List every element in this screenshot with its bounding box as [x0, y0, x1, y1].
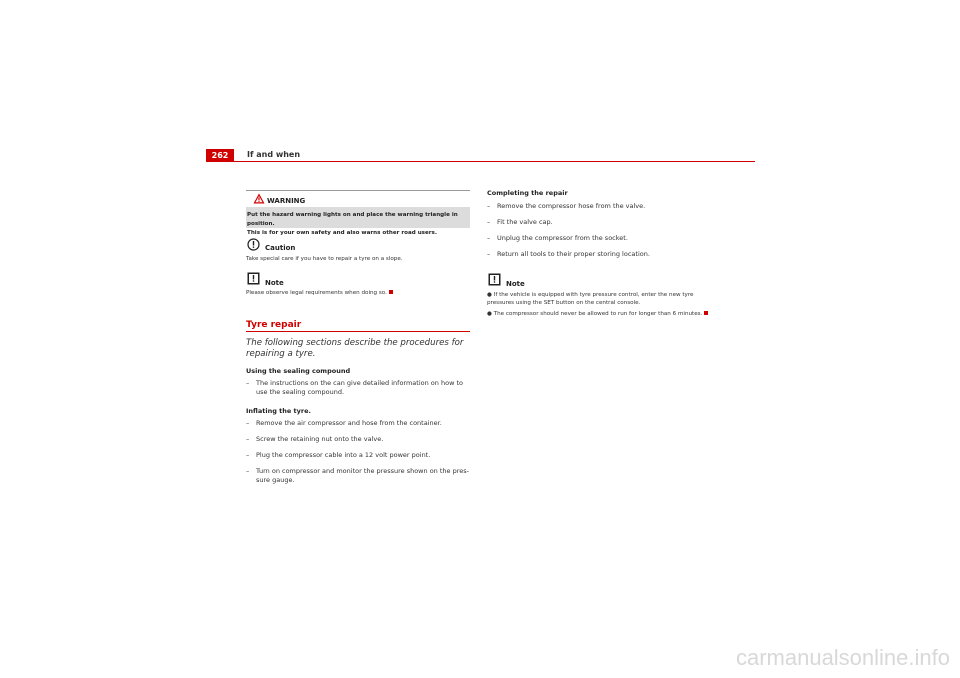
- note-text: [246, 289, 393, 297]
- list-item: [487, 250, 717, 259]
- note-icon: [488, 273, 501, 286]
- step-text: Plug the compressor cable into a 12 volt power point.: [256, 451, 431, 459]
- list-item: [487, 202, 717, 211]
- chapter-title: If and when: [247, 150, 301, 159]
- step-text: Screw the retaining nut onto the valve.: [256, 435, 384, 443]
- list-item: [487, 310, 717, 318]
- step-text: Remove the compressor hose from the valve.: [497, 202, 646, 210]
- dash: –: [246, 451, 250, 459]
- note-title: Note: [506, 280, 525, 288]
- note-title: Note: [265, 279, 284, 287]
- section-title: Tyre repair: [246, 320, 302, 330]
- caution-icon: [247, 238, 260, 251]
- end-marker: [704, 311, 708, 315]
- inflating-heading: Inflating the tyre.: [246, 407, 311, 415]
- completing-heading: Completing the repair: [487, 189, 568, 197]
- warning-line: Put the hazard warning lights on and place the warning triangle in position.: [247, 212, 458, 227]
- dash: –: [487, 202, 491, 210]
- warning-title: WARNING: [267, 197, 306, 205]
- dash: –: [487, 218, 491, 226]
- section-divider: [246, 331, 470, 332]
- list-item: [246, 451, 470, 460]
- page-number: 262: [206, 149, 234, 162]
- bullet-icon: ●: [487, 311, 492, 317]
- bullet-text: If the vehicle is equipped with tyre pressure control, enter the new tyre pressures using the SET button on the central console.: [487, 292, 694, 306]
- section-intro: The following sections describe the procedures for repairing a tyre.: [246, 338, 464, 359]
- end-marker: [389, 290, 393, 294]
- caution-title: Caution: [265, 244, 296, 252]
- dash: –: [487, 250, 491, 258]
- step-text: Fit the valve cap.: [497, 218, 553, 226]
- warning-line: This is for your own safety and also warns other road users.: [247, 230, 438, 236]
- step-text: Turn on compressor and monitor the pressure shown on the pres-sure gauge.: [256, 467, 469, 484]
- dash: –: [246, 379, 250, 387]
- list-item: [246, 467, 470, 485]
- warning-triangle-icon: [253, 193, 265, 204]
- note-text-content: Please observe legal requirements when doing so.: [246, 290, 387, 296]
- warning-text: [247, 211, 469, 238]
- dash: –: [487, 234, 491, 242]
- dash: –: [246, 467, 250, 475]
- dash: –: [246, 419, 250, 427]
- list-item: [487, 218, 717, 227]
- list-item: [487, 234, 717, 243]
- note-icon: [247, 272, 260, 285]
- dash: –: [246, 435, 250, 443]
- list-item: [246, 419, 470, 428]
- list-item: [246, 379, 470, 397]
- header-divider: [206, 161, 755, 162]
- step-text: Unplug the compressor from the socket.: [497, 234, 628, 242]
- watermark: carmanualsonline.info: [735, 645, 950, 670]
- step-text: Return all tools to their proper storing location.: [497, 250, 650, 258]
- list-item: [487, 291, 717, 307]
- step-text: Remove the air compressor and hose from the container.: [256, 419, 442, 427]
- sealing-heading: Using the sealing compound: [246, 367, 351, 375]
- bullet-text: The compressor should never be allowed to run for longer than 6 minutes.: [493, 311, 703, 317]
- caution-text: Take special care if you have to repair a tyre on a slope.: [246, 256, 403, 262]
- bullet-icon: ●: [487, 292, 492, 298]
- list-item: [246, 435, 470, 444]
- step-text: The instructions on the can give detailed information on how to use the sealing compound.: [256, 379, 463, 396]
